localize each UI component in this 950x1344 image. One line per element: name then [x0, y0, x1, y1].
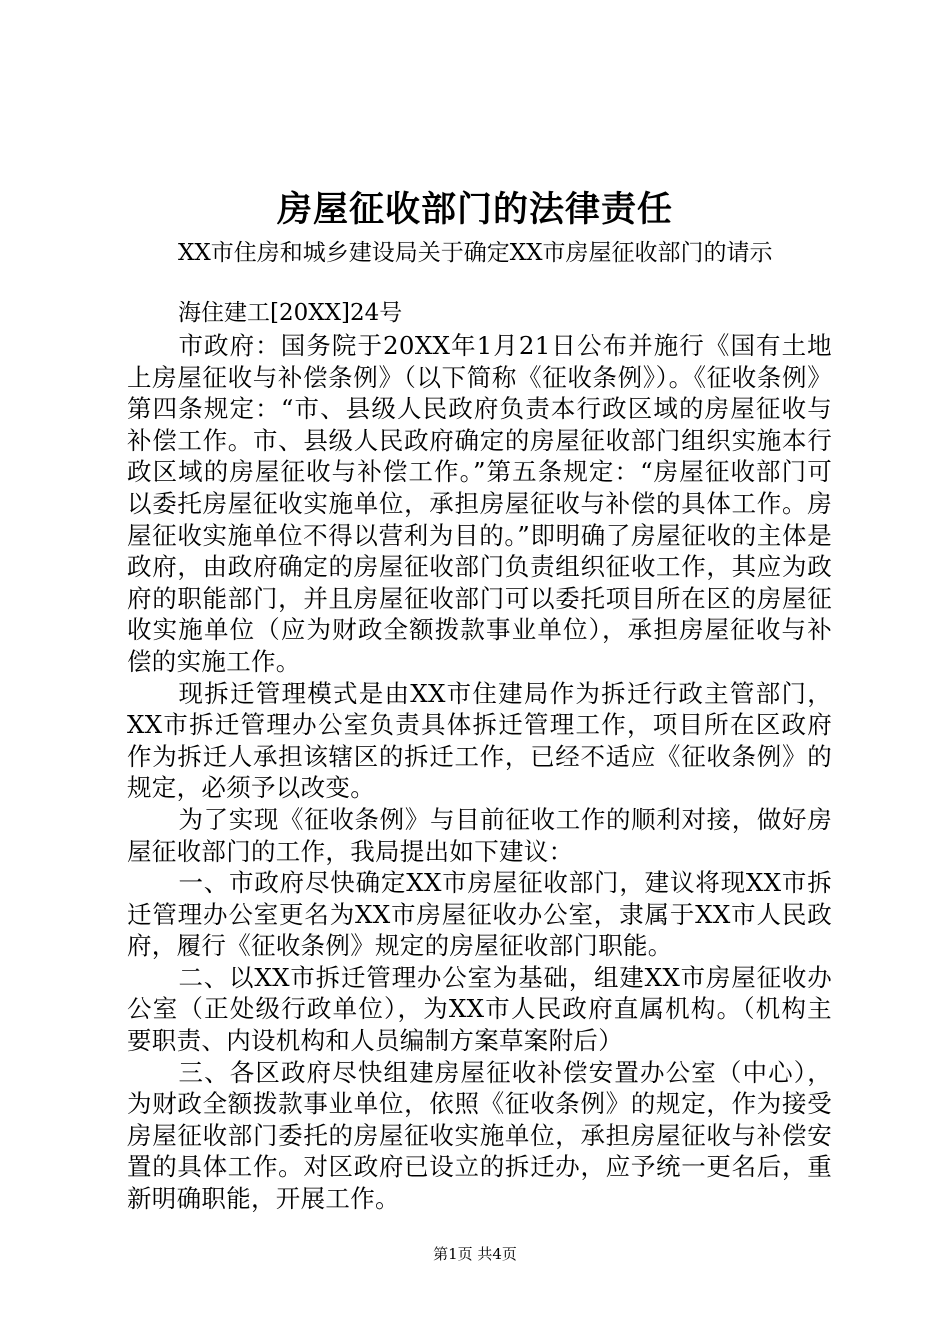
paragraph-5: 二、以XX市拆迁管理办公室为基础，组建XX市房屋征收办公室（正处级行政单位），为XX市人民政府直属机构。（机构主要职责、内设机构和人员编制方案草案附后） — [127, 962, 832, 1056]
document-number: 海住建工[20XX]24号 — [178, 300, 403, 326]
document-title: 房屋征收部门的法律责任 — [276, 189, 673, 230]
paragraph-3: 为了实现《征收条例》与目前征收工作的顺利对接，做好房屋征收部门的工作，我局提出如下建议： — [127, 804, 832, 866]
paragraph-4: 一、市政府尽快确定XX市房屋征收部门，建议将现XX市拆迁管理办公室更名为XX市房屋征收办公室，隶属于XX市人民政府，履行《征收条例》规定的房屋征收部门职能。 — [127, 868, 832, 961]
page-footer: 第1页 共4页 — [433, 1245, 517, 1263]
paragraph-2: 现拆迁管理模式是由XX市住建局作为拆迁行政主管部门，XX市拆迁管理办公室负责具体拆迁管理工作，项目所在区政府作为拆迁人承担该辖区的拆迁工作，已经不适应《征收条例》的规定，必须予以改变。 — [127, 678, 832, 803]
document-subtitle: XX市住房和城乡建设局关于确定XX市房屋征收部门的请示 — [178, 240, 773, 266]
paragraph-6: 三、各区政府尽快组建房屋征收补偿安置办公室（中心），为财政全额拨款事业单位，依照《征收条例》的规定，作为接受房屋征收部门委托的房屋征收实施单位，承担房屋征收与补偿安置的具体工作。对区政府已设立的拆迁办，应予统一更名后，重新明确职能，开展工作。 — [127, 1057, 832, 1214]
document-body — [127, 330, 832, 1215]
paragraph-1: 市政府：国务院于20XX年1月21日公布并施行《国有土地上房屋征收与补偿条例》（以下简称《征收条例》）。《征收条例》第四条规定：“市、县级人民政府负责本行政区域的房屋征收与补偿工作。市、县级人民政府确定的房屋征收部门组织实施本行政区域的房屋征收与补偿工作。”第五条规定：“房屋征收部门可以委托房屋征收实施单位，承担房屋征收与补偿的具体工作。房屋征收实施单位不得以营利为目的。”即明确了房屋征收的主体是政府，由政府确定的房屋征收部门负责组织征收工作，其应为政府的职能部门，并且房屋征收部门可以委托项目所在区的房屋征收实施单位（应为财政全额拨款事业单位），承担房屋征收与补偿的实施工作。 — [127, 331, 832, 676]
